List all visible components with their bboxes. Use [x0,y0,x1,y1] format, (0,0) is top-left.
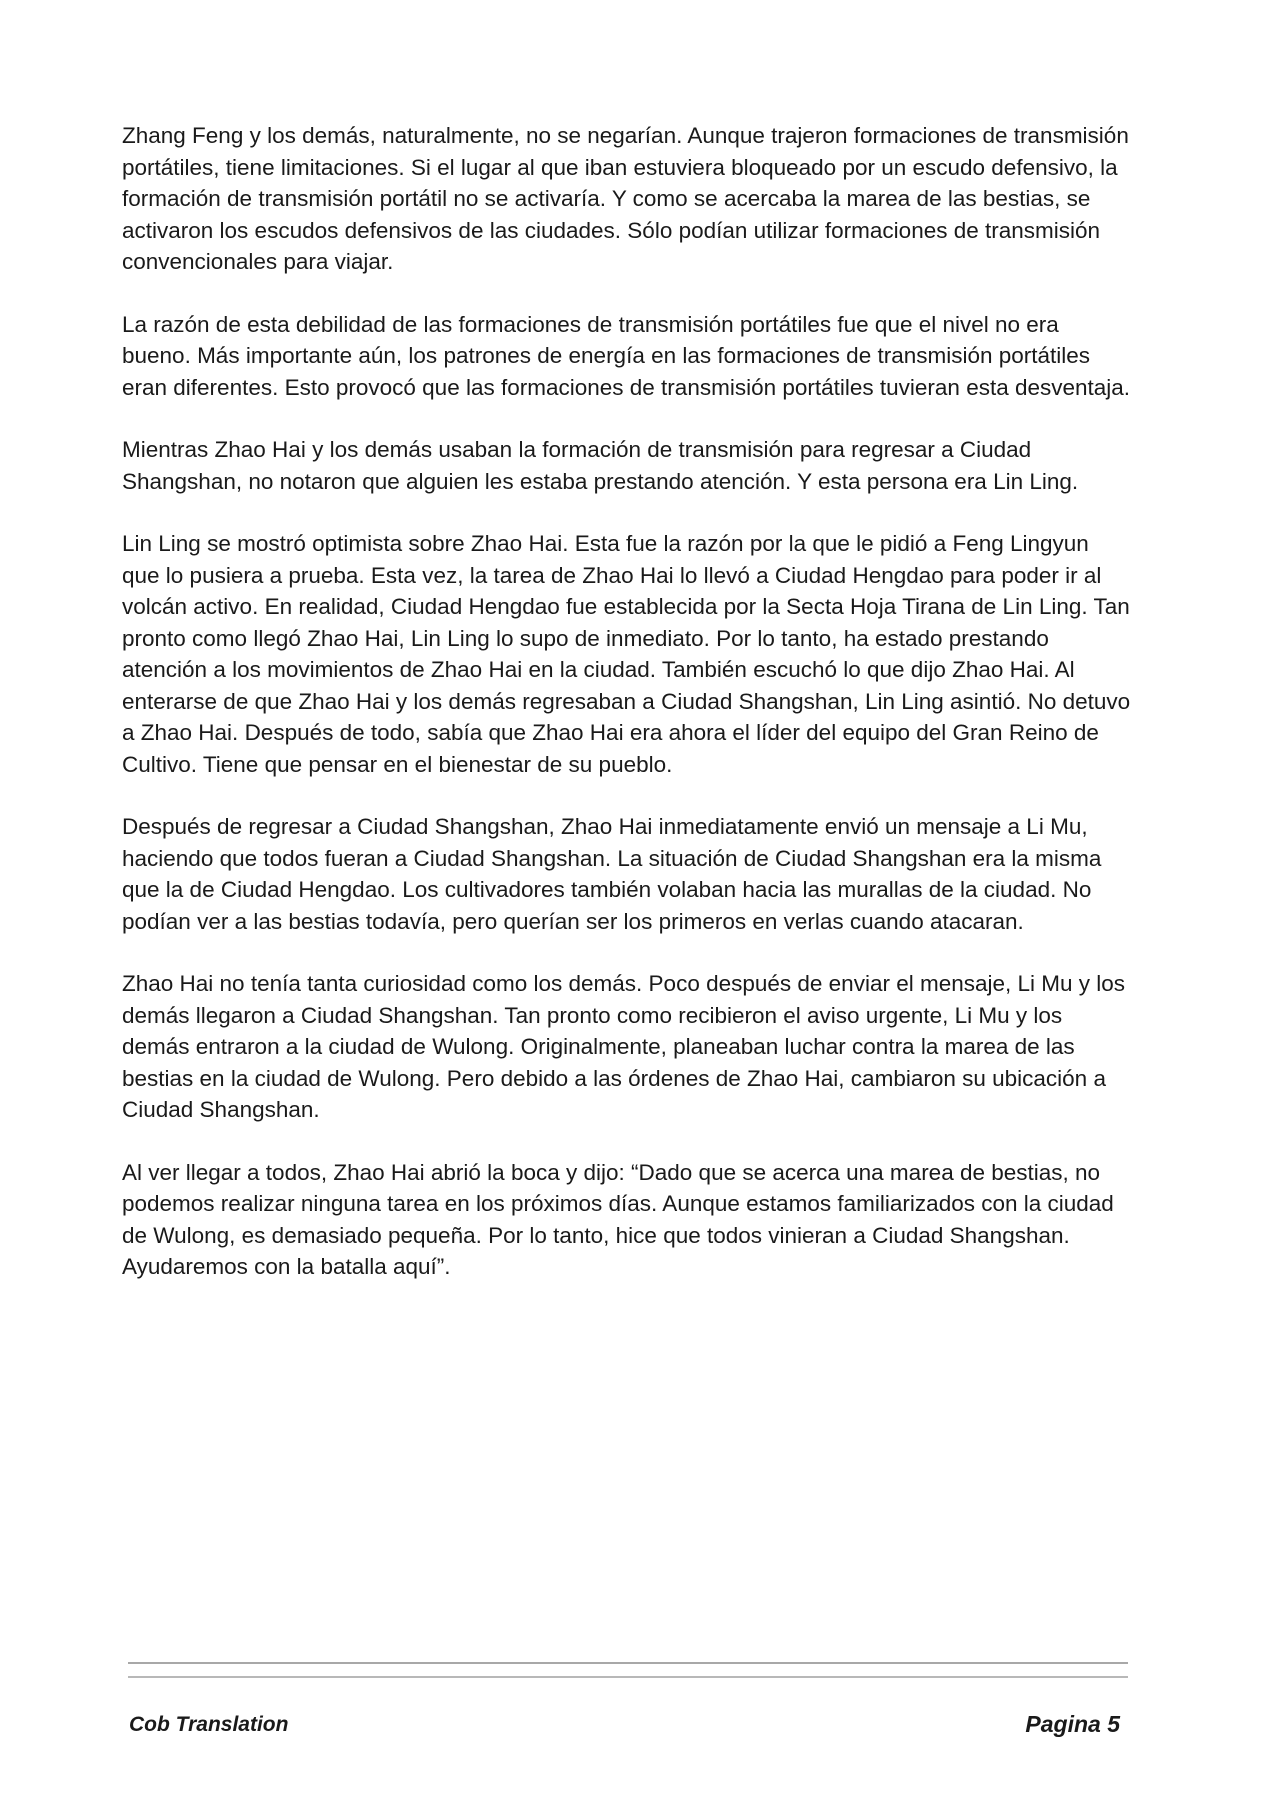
document-body [122,120,1132,1314]
paragraph: Mientras Zhao Hai y los demás usaban la formación de transmisión para regresar a Ciudad Shangshan, no notaron que alguien les estaba prestando atención. Y esta persona era Lin Ling. [122,437,1079,494]
paragraph: Después de regresar a Ciudad Shangshan, Zhao Hai inmediatamente envió un mensaje a Li Mu, haciendo que todos fueran a Ciudad Shangshan. La situación de Ciudad Shangshan era la misma que la de Ciudad Hengdao. Los cultivadores también volaban hacia las murallas de la ciudad. No podían ver a las bestias todavía, pero querían ser los primeros en verlas cuando atacaran. [122,814,1102,934]
footer-credit: Cob Translation [129,1713,289,1736]
footer-divider [128,1676,1128,1678]
paragraph: Zhang Feng y los demás, naturalmente, no se negarían. Aunque trajeron formaciones de transmisión portátiles, tiene limitaciones. Si el lugar al que iban estuviera bloqueado por un escudo defensivo, la formación de transmisión portátil no se activaría. Y como se acercaba la marea de las bestias, se activaron los escudos defensivos de las ciudades. Sólo podían utilizar formaciones de transmisión convencionales para viajar. [122,123,1129,274]
paragraph: Al ver llegar a todos, Zhao Hai abrió la boca y dijo: “Dado que se acerca una marea de bestias, no podemos realizar ninguna tarea en los próximos días. Aunque estamos familiarizados con la ciudad de Wulong, es demasiado pequeña. Por lo tanto, hice que todos vinieran a Ciudad Shangshan. Ayudaremos con la batalla aquí”. [122,1159,1114,1279]
footer-divider [128,1662,1128,1664]
paragraph: La razón de esta debilidad de las formaciones de transmisión portátiles fue que el nivel no era bueno. Más importante aún, los patrones de energía en las formaciones de transmisión portátiles eran diferentes. Esto provocó que las formaciones de transmisión portátiles tuvieran esta desventaja. [122,311,1131,400]
paragraph: Lin Ling se mostró optimista sobre Zhao Hai. Esta fue la razón por la que le pidió a Feng Lingyun que lo pusiera a prueba. Esta vez, la tarea de Zhao Hai lo llevó a Ciudad Hengdao para poder ir al volcán activo. En realidad, Ciudad Hengdao fue establecida por la Secta Hoja Tirana de Lin Ling. Tan pronto como llegó Zhao Hai, Lin Ling lo supo de inmediato. Por lo tanto, ha estado prestando atención a los movimientos de Zhao Hai en la ciudad. También escuchó lo que dijo Zhao Hai. Al enterarse de que Zhao Hai y los demás regresaban a Ciudad Shangshan, Lin Ling asintió. No detuvo a Zhao Hai. Después de todo, sabía que Zhao Hai era ahora el líder del equipo del Gran Reino de Cultivo. Tiene que pensar en el bienestar de su pueblo. [122,531,1131,777]
paragraph: Zhao Hai no tenía tanta curiosidad como los demás. Poco después de enviar el mensaje, Li Mu y los demás llegaron a Ciudad Shangshan. Tan pronto como recibieron el aviso urgente, Li Mu y los demás entraron a la ciudad de Wulong. Originalmente, planeaban luchar contra la marea de las bestias en la ciudad de Wulong. Pero debido a las órdenes de Zhao Hai, cambiaron su ubicación a Ciudad Shangshan. [122,971,1126,1122]
page-number: Pagina 5 [1025,1711,1120,1737]
